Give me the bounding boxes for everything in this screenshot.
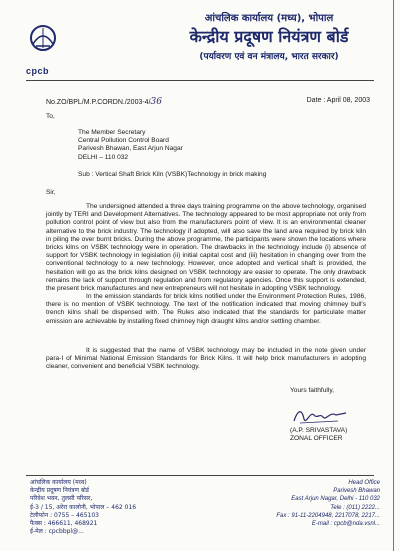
signatory-title: ZONAL OFFICER bbox=[290, 435, 343, 443]
cpcb-logo-icon bbox=[26, 24, 60, 66]
address-line: Central Pollution Control Board bbox=[78, 137, 169, 145]
signatory-block bbox=[290, 427, 347, 443]
recipient-address bbox=[78, 129, 183, 162]
footer-line: Tele : (011) 2222... bbox=[330, 504, 380, 511]
logo-text: cpcb bbox=[26, 66, 50, 76]
footer-line: आंचलिक कार्यालय (मध्य) bbox=[30, 479, 87, 486]
salutation: Sir, bbox=[46, 189, 56, 196]
letter-date: Date : April 08, 2003 bbox=[306, 97, 370, 104]
subject-line: Sub : Vertical Shaft Brick Kiln (VSBK)Technology in brick making bbox=[78, 171, 267, 178]
address-line: Parivesh Bhawan, East Arjun Nagar bbox=[78, 145, 183, 153]
footer-line: Parivesh Bhawan bbox=[333, 488, 380, 495]
page-edge-line bbox=[393, 0, 394, 551]
reference-number-text: No.ZO/BPL/M.P.CORDN./2003-4/ bbox=[46, 99, 151, 106]
footer-line: टेलीफोन : 0755 – 465103 bbox=[30, 511, 99, 519]
address-line: DELHI – 110 032 bbox=[78, 153, 129, 161]
footer-line: East Arjun Nagar, Delhi - 110 032 bbox=[291, 496, 380, 503]
body-paragraph: The undersigned attended a three days training programme on the above technology, organised jointly by TERI and Development Alternatives. The technology appeared to be most appropriate not only from pollution control point of view but also from the manufacturers point of view. It is an environmental cleaner alternative to the brick industry. The technology if adopted, will also save the land area required by brick kiln in piling the over burnt bricks. During the above programme, the participants were shown the locations where bricks kilns on VSBK technology were in operation. The drawbacks in the technology include (i) absence of support for VSBK technology in legislation (ii) initial capital cost and (iii) hesitation in changing over from the conventional technology to a new technology. However, once adopted and vertical shaft is provided, the hesitation will go as the brick kilns designed on VSBK technology are easier to operate. The only drawback remains the lack of support through regulation and from regulatory agencies. Once this support is extended, the present brick manufactures and new entrepreneurs will not hesitate in adopting VSBK technology. bbox=[46, 203, 366, 293]
letterhead-org-name: केन्द्रीय प्रदूषण नियंत्रण बोर्ड bbox=[189, 27, 349, 46]
handwritten-signature bbox=[290, 405, 350, 427]
reference-number-handwritten: 36 bbox=[150, 97, 162, 107]
signatory-name: (A.P. SRIVASTAVA) bbox=[290, 427, 348, 434]
footer-line: ई-मेल : cpcbbpl@... bbox=[30, 528, 84, 536]
footer-left bbox=[30, 479, 136, 536]
letterhead-region: आंचलिक कार्यालय (मध्य), भोपाल bbox=[204, 13, 334, 24]
header-rule bbox=[26, 80, 374, 81]
footer-line: Fax : 91-11-2204948, 2217078, 2217... bbox=[276, 512, 380, 519]
closing: Yours faithfully, bbox=[290, 387, 334, 394]
footer-line: केन्द्रीय प्रदूषण नियंत्रण बोर्ड bbox=[30, 487, 90, 495]
body-paragraph: In the emission standards for brick kilns notified under the Environment Protection Rules, 1986, there is no mention of VSBK technology. The text of the notification indicated that moving chimney bull's trench kilns shall be dispensed with. The Rules also indicated that the standards for particulate matter emission are achievable by installing fixed chimney high draught kilns and/or settling chamber. bbox=[46, 293, 366, 325]
letterhead-hindi bbox=[164, 10, 374, 62]
footer-right bbox=[276, 479, 380, 528]
body-paragraph: It is suggested that the name of VSBK technology may be included in the note given under para-I of Minimal National Emission Standards for Brick Kilns. It will help brick manufacturers in adopting cleaner, convenient and beneficial VSBK technology. bbox=[46, 347, 366, 371]
footer-line: ई-3 / 15, अरेरा कालोनी, भोपाल – 462 016 bbox=[30, 503, 137, 511]
address-line: The Member Secretary bbox=[78, 129, 146, 136]
to-label: To, bbox=[46, 113, 55, 120]
letterhead-ministry: (पर्यावरण एवं वन मंत्रालय, भारत सरकार) bbox=[199, 52, 339, 62]
footer-line: परिवेश भवन, तुलसी परिसर, bbox=[30, 495, 93, 503]
reference-row bbox=[46, 97, 370, 107]
reference-number bbox=[46, 97, 162, 107]
footer-line: E-mail : cpcb@nda.vsnl... bbox=[311, 521, 380, 528]
footer-line: Head Office bbox=[348, 480, 380, 486]
footer-rule bbox=[26, 475, 374, 476]
footer-line: फैक्स : 466611, 468921 bbox=[30, 520, 98, 528]
